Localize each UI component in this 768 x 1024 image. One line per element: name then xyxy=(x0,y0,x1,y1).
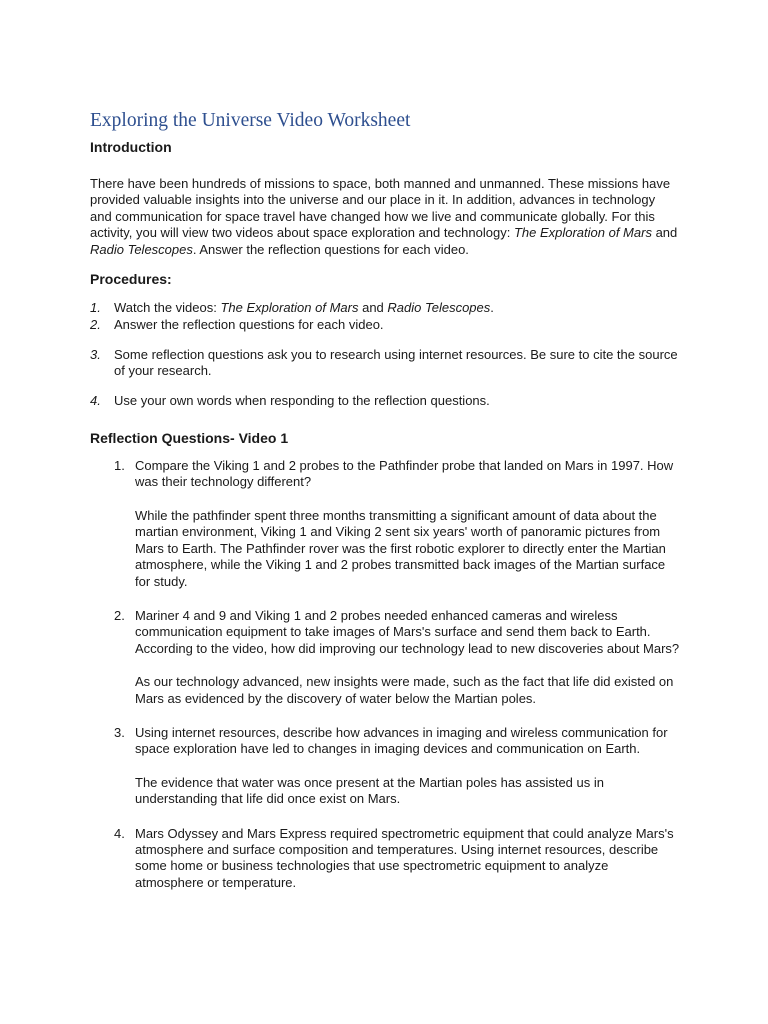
procedure-item xyxy=(90,393,680,409)
reflection-heading: Reflection Questions- Video 1 xyxy=(90,430,289,447)
document-title: Exploring the Universe Video Worksheet xyxy=(90,110,411,131)
question-number: 2. xyxy=(114,607,125,623)
answer-text: The evidence that water was once present at the Martian poles has assisted us in understanding that life did once exist on Mars. xyxy=(135,774,604,807)
introduction-heading: Introduction xyxy=(90,139,172,155)
intro-video-2-title: Radio Telescopes xyxy=(90,241,193,257)
procedures-heading: Procedures: xyxy=(90,271,172,288)
introduction-paragraph xyxy=(90,176,680,258)
procedure-text: . xyxy=(490,300,494,316)
procedure-number: 3. xyxy=(90,346,101,362)
answer-text: While the pathfinder spent three months transmitting a significant amount of data about the martian environment, Viking 1 and Viking 2 sent six years' worth of panoramic pictures from Mars to Earth. The Pathfinder rover was the first robotic explorer to directly enter the Martian atmosphere, while the Viking 1 and 2 probes transmitted back images of the Martian surface for study. xyxy=(135,507,666,589)
procedure-text: Use your own words when responding to the reflection questions. xyxy=(114,392,490,408)
procedure-video-1-title: The Exploration of Mars xyxy=(220,300,359,316)
question-text: Mars Odyssey and Mars Express required spectrometric equipment that could analyze Mars's atmosphere and surface composition and temperatures. Using internet resources, describe some home or business technologies that use spectrometric equipment to analyze atmosphere or temperature. xyxy=(135,825,674,890)
intro-video-1-title: The Exploration of Mars xyxy=(513,225,652,241)
procedure-text: Watch the videos: xyxy=(114,300,221,316)
question-text: Mariner 4 and 9 and Viking 1 and 2 probes needed enhanced cameras and wireless communication equipment to take images of Mars's surface and send them back to Earth. According to the video, how did improving our technology lead to new discoveries about Mars? xyxy=(135,607,680,656)
procedure-item xyxy=(90,347,680,380)
procedures-list xyxy=(90,300,680,409)
procedure-item xyxy=(90,317,680,333)
procedure-number: 1. xyxy=(90,300,101,316)
question-item xyxy=(90,725,680,808)
intro-text-2: . Answer the reflection questions for each video. xyxy=(192,241,469,257)
procedure-video-2-title: Radio Telescopes xyxy=(387,300,491,316)
document-page xyxy=(90,108,680,891)
question-number: 1. xyxy=(114,458,125,474)
question-item xyxy=(90,826,680,892)
question-number: 3. xyxy=(114,724,125,740)
question-text: Using internet resources, describe how advances in imaging and wireless communication for space exploration have led to changes in imaging devices and communication on Earth. xyxy=(135,724,668,757)
intro-text-1: There have been hundreds of missions to space, both manned and unmanned. These missions have provided valuable insights into the universe and our place in it. In addition, advances in technology and communication for space travel have changed how we live and communicate globally. For this activity, you will view two videos about space exploration and technology: xyxy=(90,176,671,241)
reflection-questions-list xyxy=(90,458,680,891)
procedure-text: Some reflection questions ask you to research using internet resources. Be sure to cite the source of your research. xyxy=(114,346,678,379)
question-text: Compare the Viking 1 and 2 probes to the Pathfinder probe that landed on Mars in 1997. How was their technology different? xyxy=(135,458,674,490)
question-item xyxy=(90,608,680,707)
answer-text: As our technology advanced, new insights were made, such as the fact that life did existed on Mars as evidenced by the discovery of water below the Martian poles. xyxy=(135,674,674,706)
question-item xyxy=(90,458,680,590)
question-number: 4. xyxy=(114,825,125,841)
intro-text-and: and xyxy=(651,225,678,241)
procedure-text: Answer the reflection questions for each video. xyxy=(114,317,384,333)
procedure-item xyxy=(90,300,680,316)
procedure-number: 4. xyxy=(90,392,101,408)
procedure-number: 2. xyxy=(90,317,101,333)
procedure-text: and xyxy=(358,300,388,316)
